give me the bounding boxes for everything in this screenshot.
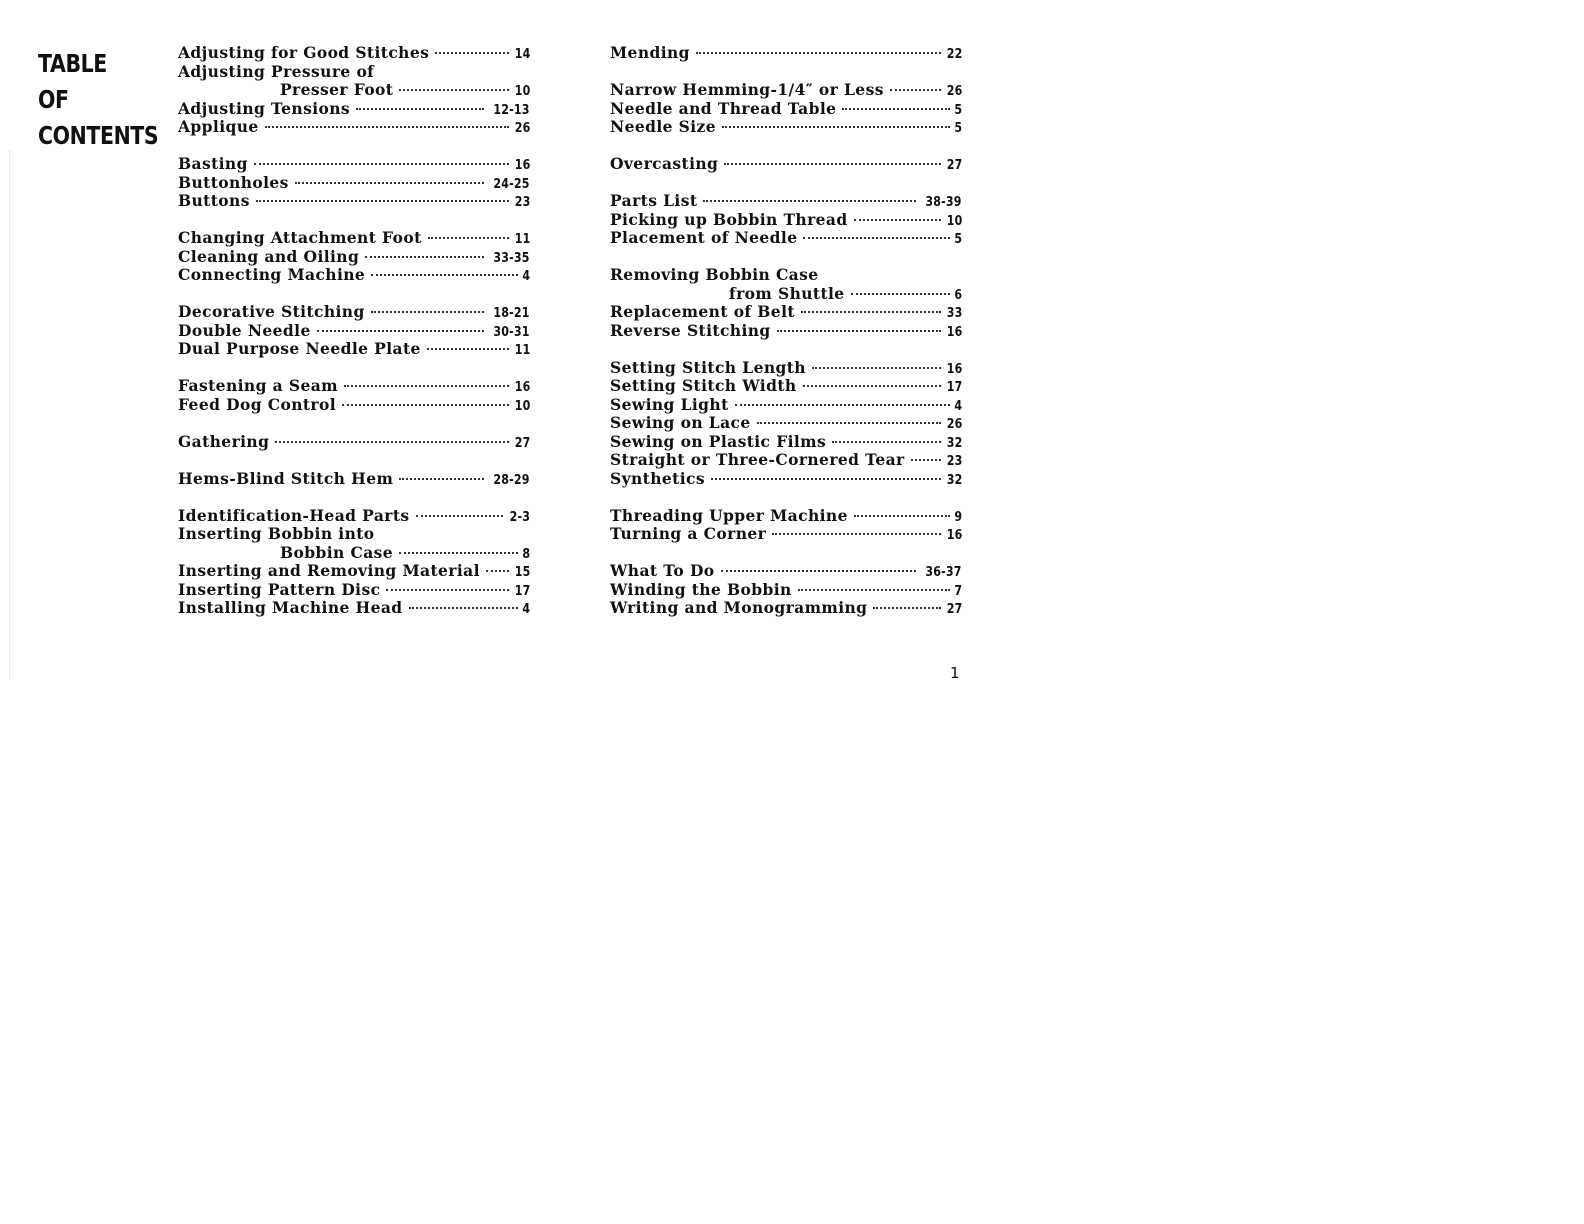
toc-entry xyxy=(610,211,962,230)
toc-entry xyxy=(610,192,962,211)
toc-entry-page: 14 xyxy=(514,47,530,62)
toc-entry-title: Buttons xyxy=(178,191,250,210)
toc-entry-title: Replacement of Belt xyxy=(610,302,795,321)
dot-leader xyxy=(842,108,949,110)
toc-entry-title: Setting Stitch Width xyxy=(610,376,797,395)
toc-entry-page: 4 xyxy=(954,398,962,414)
toc-entry-title: Straight or Three-Cornered Tear xyxy=(610,450,905,469)
toc-group xyxy=(610,359,962,489)
dot-leader xyxy=(832,441,940,443)
dot-leader xyxy=(254,163,509,165)
toc-entry xyxy=(610,507,962,526)
toc-entry xyxy=(178,507,530,526)
toc-entry-title: Dual Purpose Needle Plate xyxy=(178,339,421,358)
toc-group xyxy=(610,507,962,544)
toc-entry xyxy=(178,192,530,211)
toc-right-column xyxy=(610,44,962,636)
toc-entry-page: 33 xyxy=(946,306,962,321)
toc-entry-title-line xyxy=(178,63,530,82)
toc-entry xyxy=(610,581,962,600)
toc-entry xyxy=(610,470,962,489)
dot-leader xyxy=(854,219,941,221)
toc-entry-page: 4 xyxy=(522,269,530,284)
toc-entry-page: 15 xyxy=(514,565,530,580)
toc-entry-page: 23 xyxy=(946,454,962,469)
toc-entry-page: 27 xyxy=(946,158,962,173)
dot-leader xyxy=(399,478,484,480)
toc-entry xyxy=(178,248,530,267)
toc-entry xyxy=(178,44,530,63)
toc-entry-title: Gathering xyxy=(178,431,270,451)
toc-entry xyxy=(178,118,530,137)
dot-leader xyxy=(342,404,508,406)
dot-leader xyxy=(428,237,509,239)
toc-entry xyxy=(178,396,530,415)
toc-entry xyxy=(178,433,530,452)
toc-group xyxy=(178,433,530,452)
toc-entry-page: 32 xyxy=(946,472,962,488)
toc-entry-title: Mending xyxy=(610,43,690,62)
toc-entry-page: 5 xyxy=(954,121,962,136)
toc-entry-page: 2-3 xyxy=(509,509,530,525)
toc-entry xyxy=(178,174,530,193)
toc-entry xyxy=(178,340,530,359)
toc-entry xyxy=(178,562,530,581)
toc-entry xyxy=(610,322,962,341)
toc-entry-page: 9 xyxy=(954,509,962,525)
dot-leader xyxy=(371,311,485,313)
toc-entry-page: 26 xyxy=(514,121,530,136)
toc-entry-title: Reverse Stitching xyxy=(610,320,771,340)
toc-group xyxy=(178,229,530,285)
toc-entry-title: Inserting Bobbin into xyxy=(178,524,375,543)
toc-entry-title: Sewing Light xyxy=(610,394,729,414)
toc-entry xyxy=(610,229,962,248)
page-title xyxy=(38,46,159,154)
dot-leader xyxy=(851,293,950,295)
dot-leader xyxy=(399,89,508,91)
dot-leader xyxy=(854,515,950,517)
dot-leader xyxy=(696,52,941,54)
toc-entry-page: 7 xyxy=(954,583,962,599)
dot-leader xyxy=(486,570,509,572)
dot-leader xyxy=(724,163,940,165)
toc-entry-page: 12-13 xyxy=(493,102,530,118)
toc-entry-title-continued: Presser Foot xyxy=(280,80,394,99)
toc-group xyxy=(610,44,962,63)
toc-entry-title: Sewing on Plastic Films xyxy=(610,431,827,451)
toc-entry-page: 24-25 xyxy=(493,176,530,192)
toc-entry xyxy=(610,359,962,378)
dot-leader xyxy=(256,200,509,202)
toc-group xyxy=(610,562,962,618)
toc-entry-title: Installing Machine Head xyxy=(178,598,403,617)
toc-group xyxy=(610,266,962,340)
scan-margin-mark xyxy=(9,150,11,680)
toc-group xyxy=(178,470,530,489)
toc-entry xyxy=(610,377,962,396)
toc-group xyxy=(178,155,530,211)
toc-entry xyxy=(178,544,530,563)
toc-entry-title: Inserting and Removing Material xyxy=(178,561,480,580)
dot-leader xyxy=(435,52,508,54)
toc-entry xyxy=(610,451,962,470)
dot-leader xyxy=(356,108,484,110)
toc-entry-title: Adjusting for Good Stitches xyxy=(178,43,430,62)
toc-group xyxy=(610,81,962,137)
toc-entry-page: 4 xyxy=(522,602,530,617)
page-number: 1 xyxy=(950,664,960,682)
toc-entry xyxy=(178,322,530,341)
toc-entry-title-line xyxy=(610,266,962,285)
dot-leader xyxy=(399,552,518,554)
toc-entry xyxy=(178,599,530,618)
toc-entry-title: Inserting Pattern Disc xyxy=(178,579,381,599)
toc-entry xyxy=(178,470,530,489)
toc-entry xyxy=(610,303,962,322)
dot-leader xyxy=(344,385,509,387)
toc-entry-page: 22 xyxy=(946,47,962,62)
toc-entry xyxy=(178,81,530,100)
page-title-line-2: CONTENTS xyxy=(38,121,159,150)
toc-entry-title: Synthetics xyxy=(610,468,705,488)
toc-entry-title: Parts List xyxy=(610,191,698,210)
toc-entry xyxy=(610,414,962,433)
toc-entry-page: 16 xyxy=(514,158,530,173)
toc-entry xyxy=(610,562,962,581)
dot-leader xyxy=(265,126,509,128)
toc-entry xyxy=(178,377,530,396)
toc-entry-page: 8 xyxy=(522,546,530,562)
dot-leader xyxy=(416,515,503,517)
toc-entry-page: 6 xyxy=(954,287,962,303)
toc-entry-page: 10 xyxy=(946,213,962,229)
toc-entry xyxy=(178,155,530,174)
page-title-line-1: TABLE OF xyxy=(38,49,107,114)
toc-entry xyxy=(610,525,962,544)
toc-entry-title-continued: from Shuttle xyxy=(729,283,845,303)
toc-entry-page: 23 xyxy=(514,195,530,210)
toc-entry-title: Feed Dog Control xyxy=(178,394,337,414)
toc-entry-title-line xyxy=(178,525,530,544)
toc-entry-title: Fastening a Seam xyxy=(178,376,338,395)
toc-entry-title: Removing Bobbin Case xyxy=(610,265,819,284)
toc-entry-title: Adjusting Tensions xyxy=(178,98,351,118)
toc-entry-title-continued: Bobbin Case xyxy=(280,542,394,562)
dot-leader xyxy=(890,89,941,91)
toc-entry-page: 10 xyxy=(514,84,530,99)
toc-entry-title: Setting Stitch Length xyxy=(610,357,806,377)
toc-entry-title: Writing and Monogramming xyxy=(610,598,868,617)
toc-entry-title: Identification-Head Parts xyxy=(178,505,410,525)
toc-entry-title: Needle Size xyxy=(610,117,717,136)
toc-entry-title: Changing Attachment Foot xyxy=(178,228,422,247)
toc-entry-page: 26 xyxy=(946,84,962,99)
toc-entry xyxy=(178,229,530,248)
dot-leader xyxy=(798,589,950,591)
toc-entry-title: Hems-Blind Stitch Hem xyxy=(178,468,394,488)
toc-group xyxy=(610,192,962,248)
toc-entry-title: Overcasting xyxy=(610,154,719,173)
toc-group xyxy=(178,377,530,414)
dot-leader xyxy=(772,533,940,535)
toc-entry-title: Buttonholes xyxy=(178,172,289,192)
toc-entry xyxy=(610,81,962,100)
toc-entry-page: 5 xyxy=(954,232,962,247)
toc-entry-page: 30-31 xyxy=(493,324,530,340)
toc-entry-page: 17 xyxy=(946,380,962,395)
dot-leader xyxy=(722,126,950,128)
toc-entry-title: Double Needle xyxy=(178,320,311,340)
toc-entry-page: 27 xyxy=(514,435,530,451)
dot-leader xyxy=(703,200,916,202)
toc-entry xyxy=(178,581,530,600)
toc-entry-page: 16 xyxy=(946,528,962,543)
toc-entry-page: 28-29 xyxy=(493,472,530,488)
dot-leader xyxy=(295,182,485,184)
toc-entry-title: Decorative Stitching xyxy=(178,302,365,321)
toc-group xyxy=(178,44,530,137)
dot-leader xyxy=(317,330,485,332)
dot-leader xyxy=(386,589,508,591)
toc-entry xyxy=(610,44,962,63)
toc-entry-title: Needle and Thread Table xyxy=(610,98,837,118)
dot-leader xyxy=(371,274,518,276)
toc-group xyxy=(178,507,530,618)
dot-leader xyxy=(721,570,917,572)
toc-entry-title: Winding the Bobbin xyxy=(610,579,792,599)
toc-entry-page: 10 xyxy=(514,398,530,414)
toc-entry-page: 17 xyxy=(514,583,530,599)
toc-entry-title: Sewing on Lace xyxy=(610,413,751,432)
dot-leader xyxy=(803,237,949,239)
toc-entry-title: Applique xyxy=(178,117,259,136)
toc-entry-title: Cleaning and Oiling xyxy=(178,246,360,266)
toc-group xyxy=(610,155,962,174)
toc-entry-title: What To Do xyxy=(610,561,715,580)
dot-leader xyxy=(873,607,940,609)
toc-entry-page: 5 xyxy=(954,102,962,118)
toc-entry xyxy=(610,100,962,119)
toc-left-column xyxy=(178,44,530,636)
toc-entry-title: Basting xyxy=(178,154,248,173)
toc-entry-title: Picking up Bobbin Thread xyxy=(610,209,848,229)
toc-entry-page: 27 xyxy=(946,602,962,617)
dot-leader xyxy=(711,478,941,480)
toc-entry-title: Turning a Corner xyxy=(610,524,767,543)
toc-entry xyxy=(610,396,962,415)
toc-entry-page: 38-39 xyxy=(925,195,962,210)
dot-leader xyxy=(812,367,941,369)
toc-entry xyxy=(610,118,962,137)
toc-entry-page: 11 xyxy=(514,232,530,247)
toc-entry xyxy=(178,100,530,119)
toc-entry-page: 36-37 xyxy=(925,565,962,580)
dot-leader xyxy=(803,385,941,387)
toc-entry-page: 32 xyxy=(946,435,962,451)
toc-entry-page: 18-21 xyxy=(493,306,530,321)
toc-entry-title: Adjusting Pressure of xyxy=(178,61,375,81)
toc-entry xyxy=(610,285,962,304)
toc-entry xyxy=(610,433,962,452)
toc-entry-title: Narrow Hemming-1/4″ or Less xyxy=(610,80,884,99)
toc-entry-page: 33-35 xyxy=(493,250,530,266)
toc-entry xyxy=(610,155,962,174)
dot-leader xyxy=(365,256,484,258)
toc-entry-title: Threading Upper Machine xyxy=(610,505,848,525)
toc-entry-page: 26 xyxy=(946,417,962,432)
dot-leader xyxy=(911,459,941,461)
dot-leader xyxy=(757,422,941,424)
dot-leader xyxy=(427,348,509,350)
dot-leader xyxy=(777,330,941,332)
toc-entry-page: 16 xyxy=(946,361,962,377)
toc-entry-page: 11 xyxy=(514,343,530,358)
toc-entry-page: 16 xyxy=(946,324,962,340)
dot-leader xyxy=(275,441,508,443)
dot-leader xyxy=(735,404,950,406)
dot-leader xyxy=(409,607,518,609)
toc-entry xyxy=(178,303,530,322)
toc-entry-page: 16 xyxy=(514,380,530,395)
dot-leader xyxy=(801,311,941,313)
toc-entry xyxy=(610,599,962,618)
toc-group xyxy=(178,303,530,359)
toc-entry xyxy=(178,266,530,285)
toc-entry-title: Connecting Machine xyxy=(178,265,366,284)
toc-entry-title: Placement of Needle xyxy=(610,228,798,247)
